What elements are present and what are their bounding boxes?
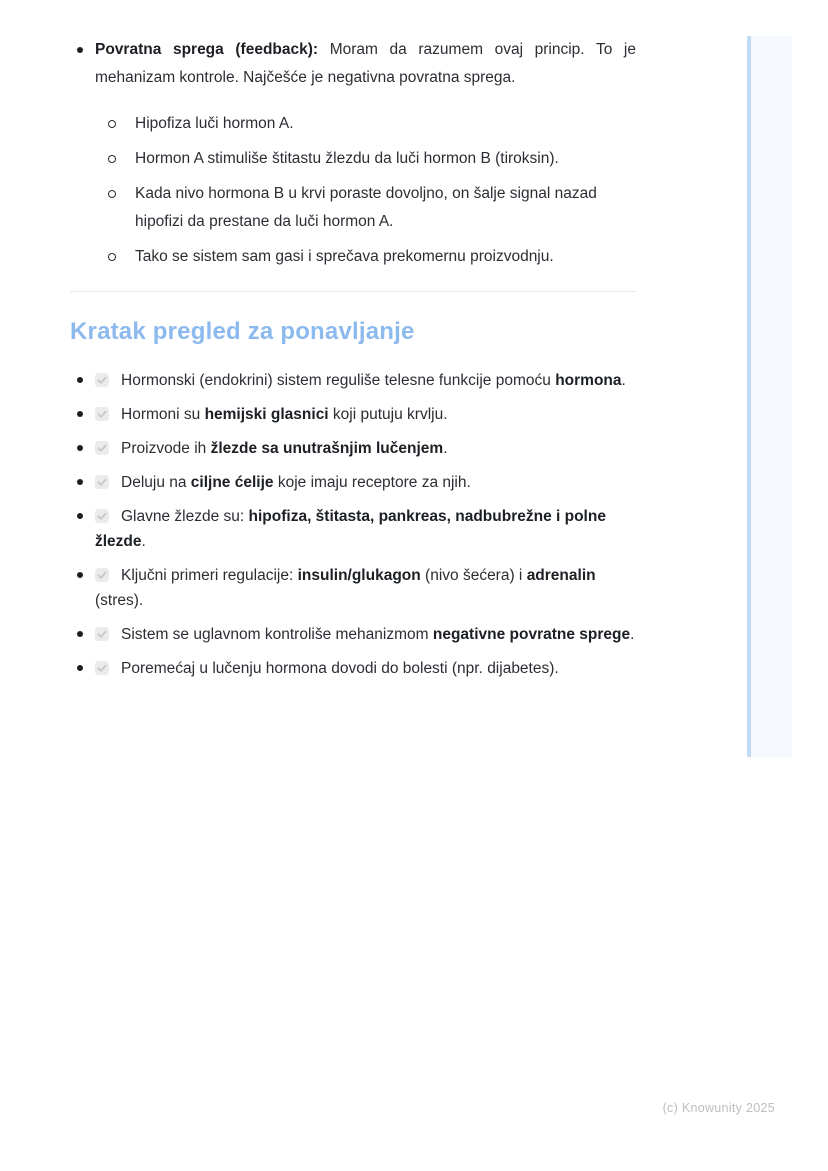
- feedback-sub-item: [107, 180, 636, 236]
- review-item-text: Proizvode ih žlezde sa unutrašnjim lučenjem.: [121, 440, 448, 457]
- feedback-list: [70, 36, 636, 271]
- feedback-list-item: [70, 36, 636, 271]
- review-item: [70, 504, 636, 554]
- feedback-sub-item: [107, 243, 636, 271]
- review-item-text: Deluju na ciljne ćelije koje imaju receptore za njih.: [121, 474, 471, 491]
- review-item-text: Glavne žlezde su: hipofiza, štitasta, pankreas, nadbubrežne i polne žlezde.: [95, 508, 606, 550]
- bullet-icon: [77, 665, 83, 671]
- review-item: [70, 563, 636, 613]
- bullet-icon: [77, 377, 83, 383]
- bullet-icon: [77, 47, 83, 53]
- checkbox-checked-icon: [95, 568, 109, 582]
- circle-bullet-icon: [108, 190, 116, 198]
- bullet-icon: [77, 513, 83, 519]
- review-item-text: Sistem se uglavnom kontroliše mehanizmom negativne povratne sprege.: [121, 626, 635, 643]
- circle-bullet-icon: [108, 253, 116, 261]
- bullet-icon: [77, 479, 83, 485]
- feedback-sub-list: [95, 110, 636, 271]
- review-item-text: Poremećaj u lučenju hormona dovodi do bolesti (npr. dijabetes).: [121, 660, 559, 677]
- review-item: [70, 402, 636, 427]
- feedback-intro-text: Povratna sprega (feedback): Moram da razumem ovaj princip. To je mehanizam kontrole. Najčešće je negativna povratna sprega.: [95, 41, 636, 86]
- bullet-icon: [77, 445, 83, 451]
- bullet-icon: [77, 572, 83, 578]
- checkbox-checked-icon: [95, 509, 109, 523]
- circle-bullet-icon: [108, 120, 116, 128]
- review-item: [70, 436, 636, 461]
- checkbox-checked-icon: [95, 661, 109, 675]
- copyright-footer: (c) Knowunity 2025: [662, 1101, 775, 1115]
- review-item: [70, 368, 636, 393]
- feedback-sub-item: [107, 145, 636, 173]
- review-checklist: [70, 368, 636, 681]
- bullet-icon: [77, 631, 83, 637]
- checkbox-checked-icon: [95, 407, 109, 421]
- review-item-text: Ključni primeri regulacije: insulin/glukagon (nivo šećera) i adrenalin (stres).: [95, 567, 596, 609]
- review-item-text: Hormonski (endokrini) sistem reguliše telesne funkcije pomoću hormona.: [121, 372, 626, 389]
- review-item-text: Hormoni su hemijski glasnici koji putuju krvlju.: [121, 406, 448, 423]
- document-content: [70, 0, 636, 690]
- section-heading: Kratak pregled za ponavljanje: [70, 318, 415, 345]
- checkbox-checked-icon: [95, 627, 109, 641]
- sub-item-text: Hipofiza luči hormon A.: [135, 115, 294, 132]
- sub-item-text: Hormon A stimuliše štitastu žlezdu da luči hormon B (tiroksin).: [135, 150, 559, 167]
- circle-bullet-icon: [108, 155, 116, 163]
- bullet-icon: [77, 411, 83, 417]
- section-divider: [70, 291, 636, 292]
- review-item: [70, 622, 636, 647]
- checkbox-checked-icon: [95, 373, 109, 387]
- sub-item-text: Kada nivo hormona B u krvi poraste dovoljno, on šalje signal nazad hipofizi da prestane da luči hormon A.: [135, 185, 597, 230]
- checkbox-checked-icon: [95, 441, 109, 455]
- feedback-sub-item: [107, 110, 636, 138]
- right-margin-strip: [747, 36, 792, 757]
- review-item: [70, 656, 636, 681]
- checkbox-checked-icon: [95, 475, 109, 489]
- sub-item-text: Tako se sistem sam gasi i sprečava prekomernu proizvodnju.: [135, 248, 554, 265]
- review-item: [70, 470, 636, 495]
